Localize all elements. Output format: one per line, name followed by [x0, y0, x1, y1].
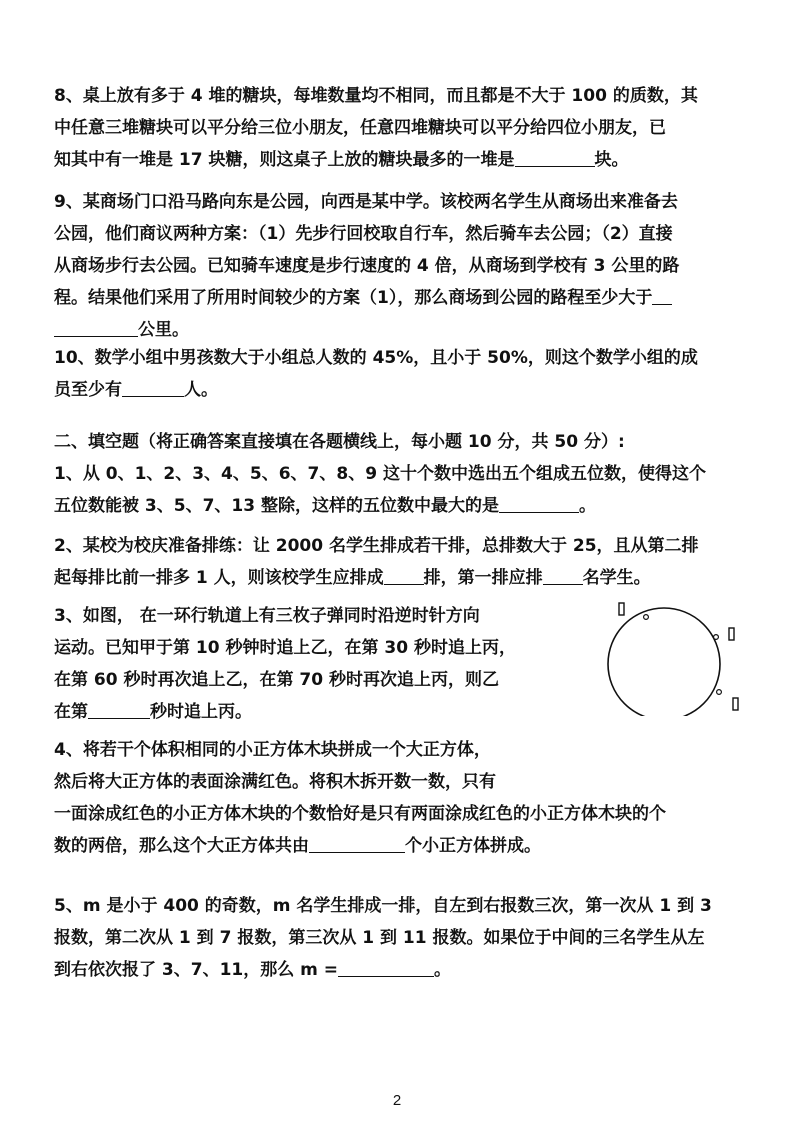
s3-line2: 运动。已知甲于第 10 秒钟时追上乙，在第 30 秒时追上丙，	[54, 638, 516, 658]
s2-answer-blank-first-row[interactable]	[543, 564, 583, 585]
section-2	[54, 426, 780, 458]
q9-line4: 程。结果他们采用了所用时间较少的方案（1），那么商场到公园的路程至少大于	[54, 282, 780, 314]
s3-answer-blank[interactable]	[88, 698, 150, 719]
page-number: 2	[392, 1092, 402, 1109]
s3-line4: 在第 秒时追上丙。	[54, 696, 594, 728]
q8-answer-blank[interactable]	[515, 146, 595, 167]
q9-line3: 从商场步行去公园。已知骑车速度是步行速度的 4 倍，从商场到学校有 3 公里的路	[54, 256, 680, 276]
s1-answer-blank[interactable]	[499, 492, 579, 513]
s5-answer-blank[interactable]	[338, 956, 434, 977]
q8-line3: 知其中有一堆是 17 块糖，则这桌子上放的糖块最多的一堆是 块。	[54, 144, 780, 176]
fill-question-4	[54, 734, 780, 862]
q10-line1: 10、数学小组中男孩数大于小组总人数的 45%，且小于 50%，则这个数学小组的成	[54, 348, 698, 368]
question-9	[54, 186, 780, 346]
circular-track-figure	[600, 596, 750, 716]
fill-question-3	[54, 600, 594, 728]
s4-line3: 一面涂成红色的小正方体木块的个数恰好是只有两面涂成红色的小正方体木块的个	[54, 804, 666, 824]
q10-answer-blank[interactable]	[122, 376, 184, 397]
s1-line2: 五位数能被 3、5、7、13 整除，这样的五位数中最大的是 。	[54, 490, 780, 522]
s4-line2: 然后将大正方体的表面涂满红色。将积木拆开数一数，只有	[54, 772, 496, 792]
s1-line1: 1、从 0、1、2、3、4、5、6、7、8、9 这十个数中选出五个组成五位数，使得这个	[54, 464, 706, 484]
question-8	[54, 80, 780, 176]
q8-line2: 中任意三堆糖块可以平分给三位小朋友，任意四堆糖块可以平分给四位小朋友，已	[54, 118, 666, 138]
q9-answer-blank-a[interactable]	[652, 284, 672, 305]
fill-question-1	[54, 458, 780, 522]
q9-line1: 9、某商场门口沿马路向东是公园，向西是某中学。该校两名学生从商场出来准备去	[54, 192, 678, 212]
s2-answer-blank-rows[interactable]	[384, 564, 424, 585]
q9-answer-blank-b[interactable]	[54, 316, 138, 337]
bullet-tag-1	[619, 603, 624, 615]
question-10	[54, 342, 780, 406]
bullet-marker-3	[717, 690, 722, 695]
s4-line1: 4、将若干个体积相同的小正方体木块拼成一个大正方体，	[54, 740, 491, 760]
bullet-marker-2	[714, 635, 719, 640]
fill-question-5	[54, 890, 780, 986]
track-circle	[608, 608, 720, 716]
bullet-tag-2	[729, 628, 734, 640]
s2-line1: 2、某校为校庆准备排练：让 2000 名学生排成若干排，总排数大于 25，且从第二排	[54, 536, 699, 556]
bullet-tag-3	[733, 698, 738, 710]
s5-line1: 5、m 是小于 400 的奇数，m 名学生排成一排，自左到右报数三次，第一次从 1 到 3	[54, 896, 712, 916]
fill-question-2	[54, 530, 780, 594]
q9-line5: 公里。	[54, 314, 780, 346]
section-2-heading: 二、填空题（将正确答案直接填在各题横线上，每小题 10 分，共 50 分）:	[54, 432, 625, 452]
s5-line3: 到右依次报了 3、7、11，那么 m = 。	[54, 954, 780, 986]
q10-line2: 员至少有 人。	[54, 374, 780, 406]
q9-line2: 公园，他们商议两种方案：（1）先步行回校取自行车，然后骑车去公园；（2）直接	[54, 224, 673, 244]
q8-line1: 8、桌上放有多于 4 堆的糖块，每堆数量均不相同，而且都是不大于 100 的质数，其	[54, 86, 698, 106]
s4-answer-blank[interactable]	[309, 832, 405, 853]
s4-line4: 数的两倍，那么这个大正方体共由 个小正方体拼成。	[54, 830, 780, 862]
s3-line1: 3、如图， 在一环行轨道上有三枚子弹同时沿逆时针方向	[54, 606, 480, 626]
bullet-marker-1	[644, 615, 649, 620]
s3-line3: 在第 60 秒时再次追上乙，在第 70 秒时再次追上丙，则乙	[54, 670, 499, 690]
s5-line2: 报数，第二次从 1 到 7 报数，第三次从 1 到 11 报数。如果位于中间的三名学生从左	[54, 928, 705, 948]
s2-line2: 起每排比前一排多 1 人，则该校学生应排成 排，第一排应排 名学生。	[54, 562, 780, 594]
